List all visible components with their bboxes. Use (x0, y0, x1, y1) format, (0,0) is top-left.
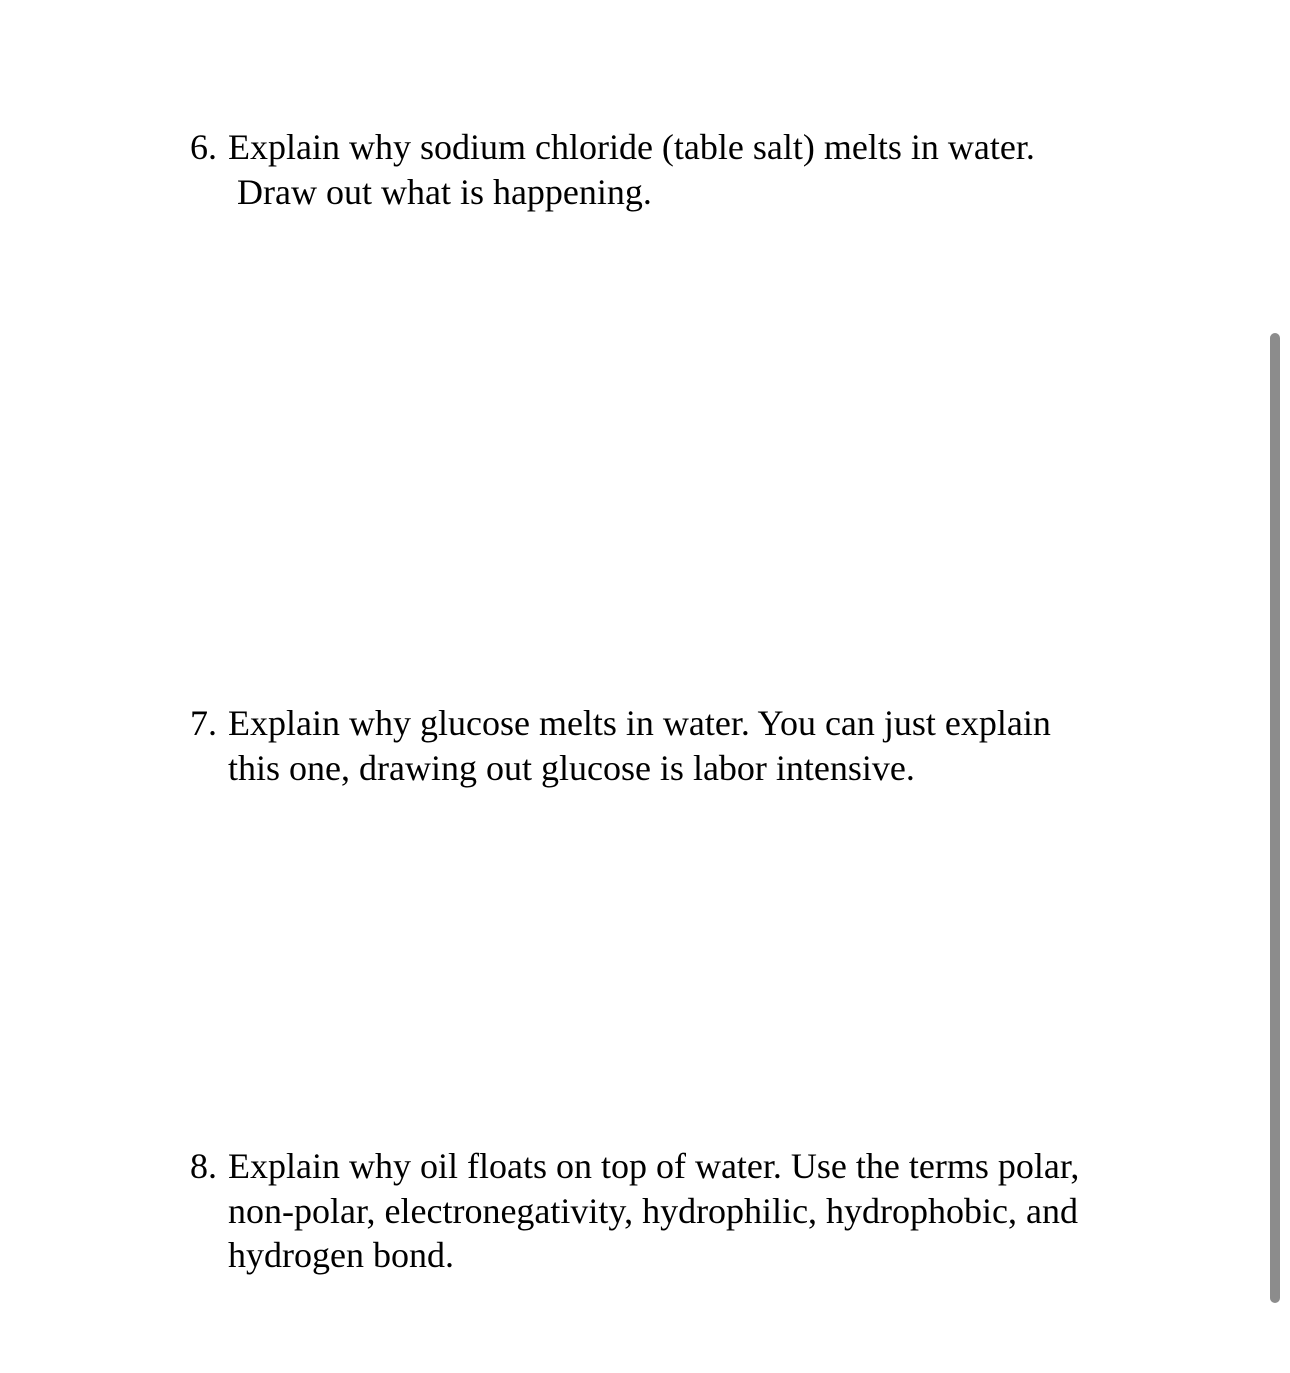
question-8-text-1: Explain why oil floats on top of water. Use the terms polar, (228, 1146, 1080, 1186)
question-7-text-2: this one, drawing out glucose is labor intensive. (228, 747, 915, 788)
question-7-text-1: Explain why glucose melts in water. You can just explain (228, 703, 1051, 743)
question-6-number: 6. (190, 127, 217, 167)
question-8-number: 8. (190, 1146, 217, 1186)
question-6-text-2: Draw out what is happening. (237, 171, 652, 212)
scrollbar-thumb[interactable] (1270, 333, 1280, 1303)
question-7 (190, 701, 1150, 790)
question-7-line-1 (190, 701, 1150, 746)
question-6 (190, 125, 1150, 214)
question-6-text-1: Explain why sodium chloride (table salt) melts in water. (228, 127, 1035, 167)
question-8 (190, 1144, 1150, 1278)
question-7-number: 7. (190, 703, 217, 743)
question-6-line-1 (190, 125, 1150, 170)
question-8-text-2: non-polar, electronegativity, hydrophilic, hydrophobic, and (228, 1190, 1078, 1231)
question-8-text-3: hydrogen bond. (228, 1235, 454, 1275)
question-8-line-1 (190, 1144, 1150, 1189)
